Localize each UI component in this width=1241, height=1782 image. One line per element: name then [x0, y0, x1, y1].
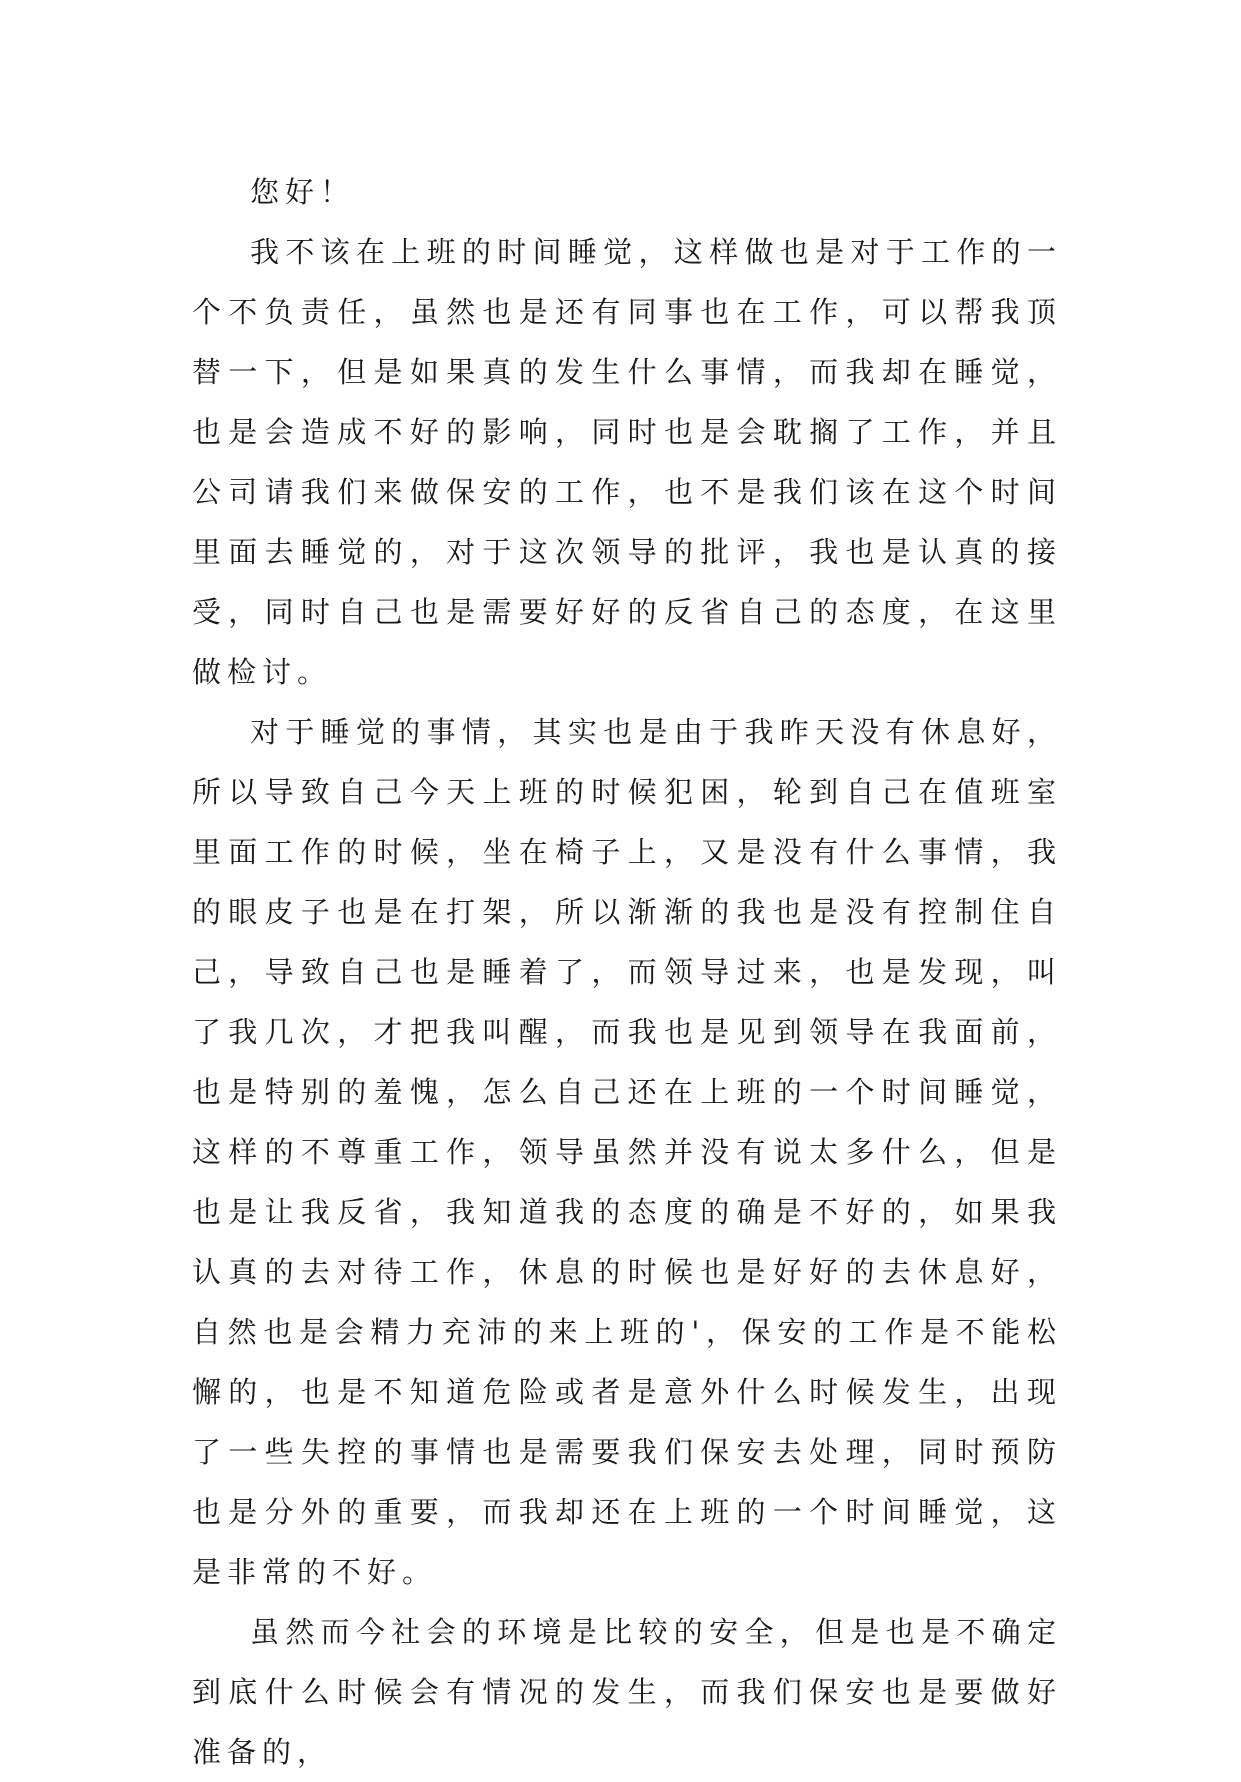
document-body	[192, 162, 1062, 1782]
paragraph-3: 虽然而今社会的环境是比较的安全，但是也是不确定到底什么时候会有情况的发生，而我们保安也是要做好准备的，	[192, 1615, 1062, 1769]
paragraph-1: 我不该在上班的时间睡觉，这样做也是对于工作的一个不负责任，虽然也是还有同事也在工作，可以帮我顶替一下，但是如果真的发生什么事情，而我却在睡觉，也是会造成不好的影响，同时也是会耽搁了工作，并且公司请我们来做保安的工作，也不是我们该在这个时间里面去睡觉的，对于这次领导的批评，我也是认真的接受，同时自己也是需要好好的反省自己的态度，在这里做检讨。	[192, 235, 1062, 689]
paragraph-2: 对于睡觉的事情，其实也是由于我昨天没有休息好，所以导致自己今天上班的时候犯困，轮到自己在值班室里面工作的时候，坐在椅子上，又是没有什么事情，我的眼皮子也是在打架，所以渐渐的我也是没有控制住自己，导致自己也是睡着了，而领导过来，也是发现，叫了我几次，才把我叫醒，而我也是见到领导在我面前，也是特别的羞愧，怎么自己还在上班的一个时间睡觉，这样的不尊重工作，领导虽然并没有说太多什么，但是也是让我反省，我知道我的态度的确是不好的，如果我认真的去对待工作，休息的时候也是好好的去休息好，自然也是会精力充沛的来上班的'，保安的工作是不能松懈的，也是不知道危险或者是意外什么时候发生，出现了一些失控的事情也是需要我们保安去处理，同时预防也是分外的重要，而我却还在上班的一个时间睡觉，这是非常的不好。	[192, 715, 1062, 1589]
greeting: 您好！	[250, 175, 356, 209]
